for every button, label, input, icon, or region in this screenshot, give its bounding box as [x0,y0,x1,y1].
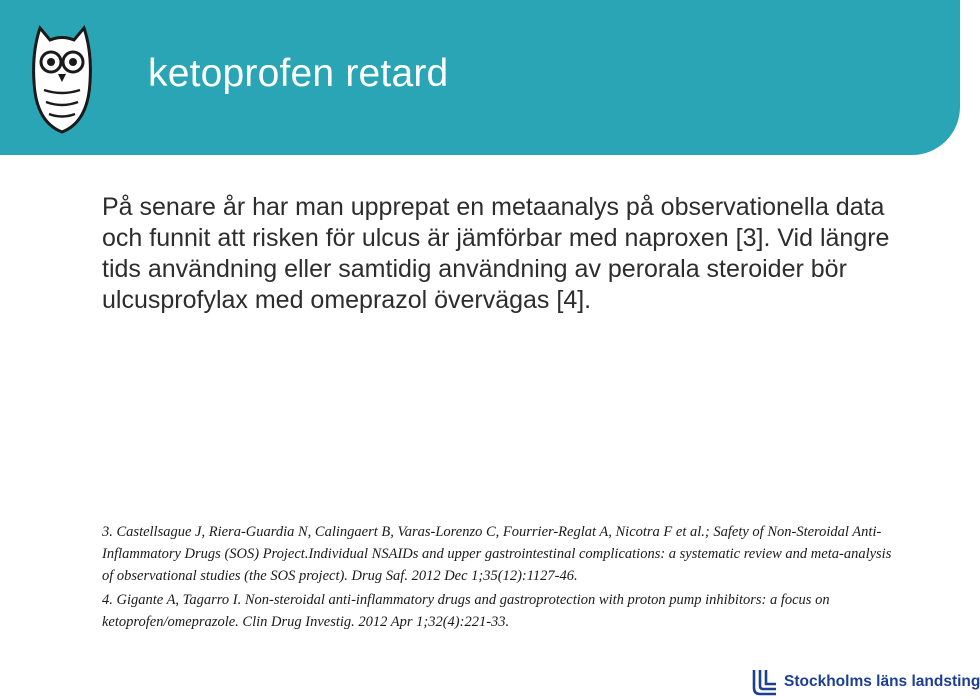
header-band [0,0,960,155]
reference-4: 4. Gigante A, Tagarro I. Non-steroidal anti-inflammatory drugs and gastroprotection with proton pump inhibitors: a focus on ketoprofen/omeprazole. Clin Drug Investig. 2012 Apr 1;32(4):221-33. [102,591,830,630]
footer-logo [750,668,980,696]
body-paragraph: På senare år har man upprepat en metaanalys på observationella data och funnit att risken för ulcus är jämförbar med naproxen [3]. Vid längre tids användning eller samtidig användning av perorala steroider bör ulcusprofylax med omeprazol övervägas [4]. [102,193,890,314]
reference-3: 3. Castellsague J, Riera-Guardia N, Calingaert B, Varas-Lorenzo C, Fourrier-Reglat A, Nicotra F et al.; Safety of Non-Steroidal Anti-Inflammatory Drugs (SOS) Project.Individual NSAIDs and upper gastrointestinal complications: a systematic review and meta-analysis of observational studies (the SOS project). Drug Saf. 2012 Dec 1;35(12):1127-46. [102,524,892,585]
slide-title: ketoprofen retard [148,52,449,95]
references [102,521,902,634]
owl-icon [30,22,94,136]
sll-crown-icon [750,668,780,696]
footer-logo-text: Stockholms läns landsting [784,673,980,690]
